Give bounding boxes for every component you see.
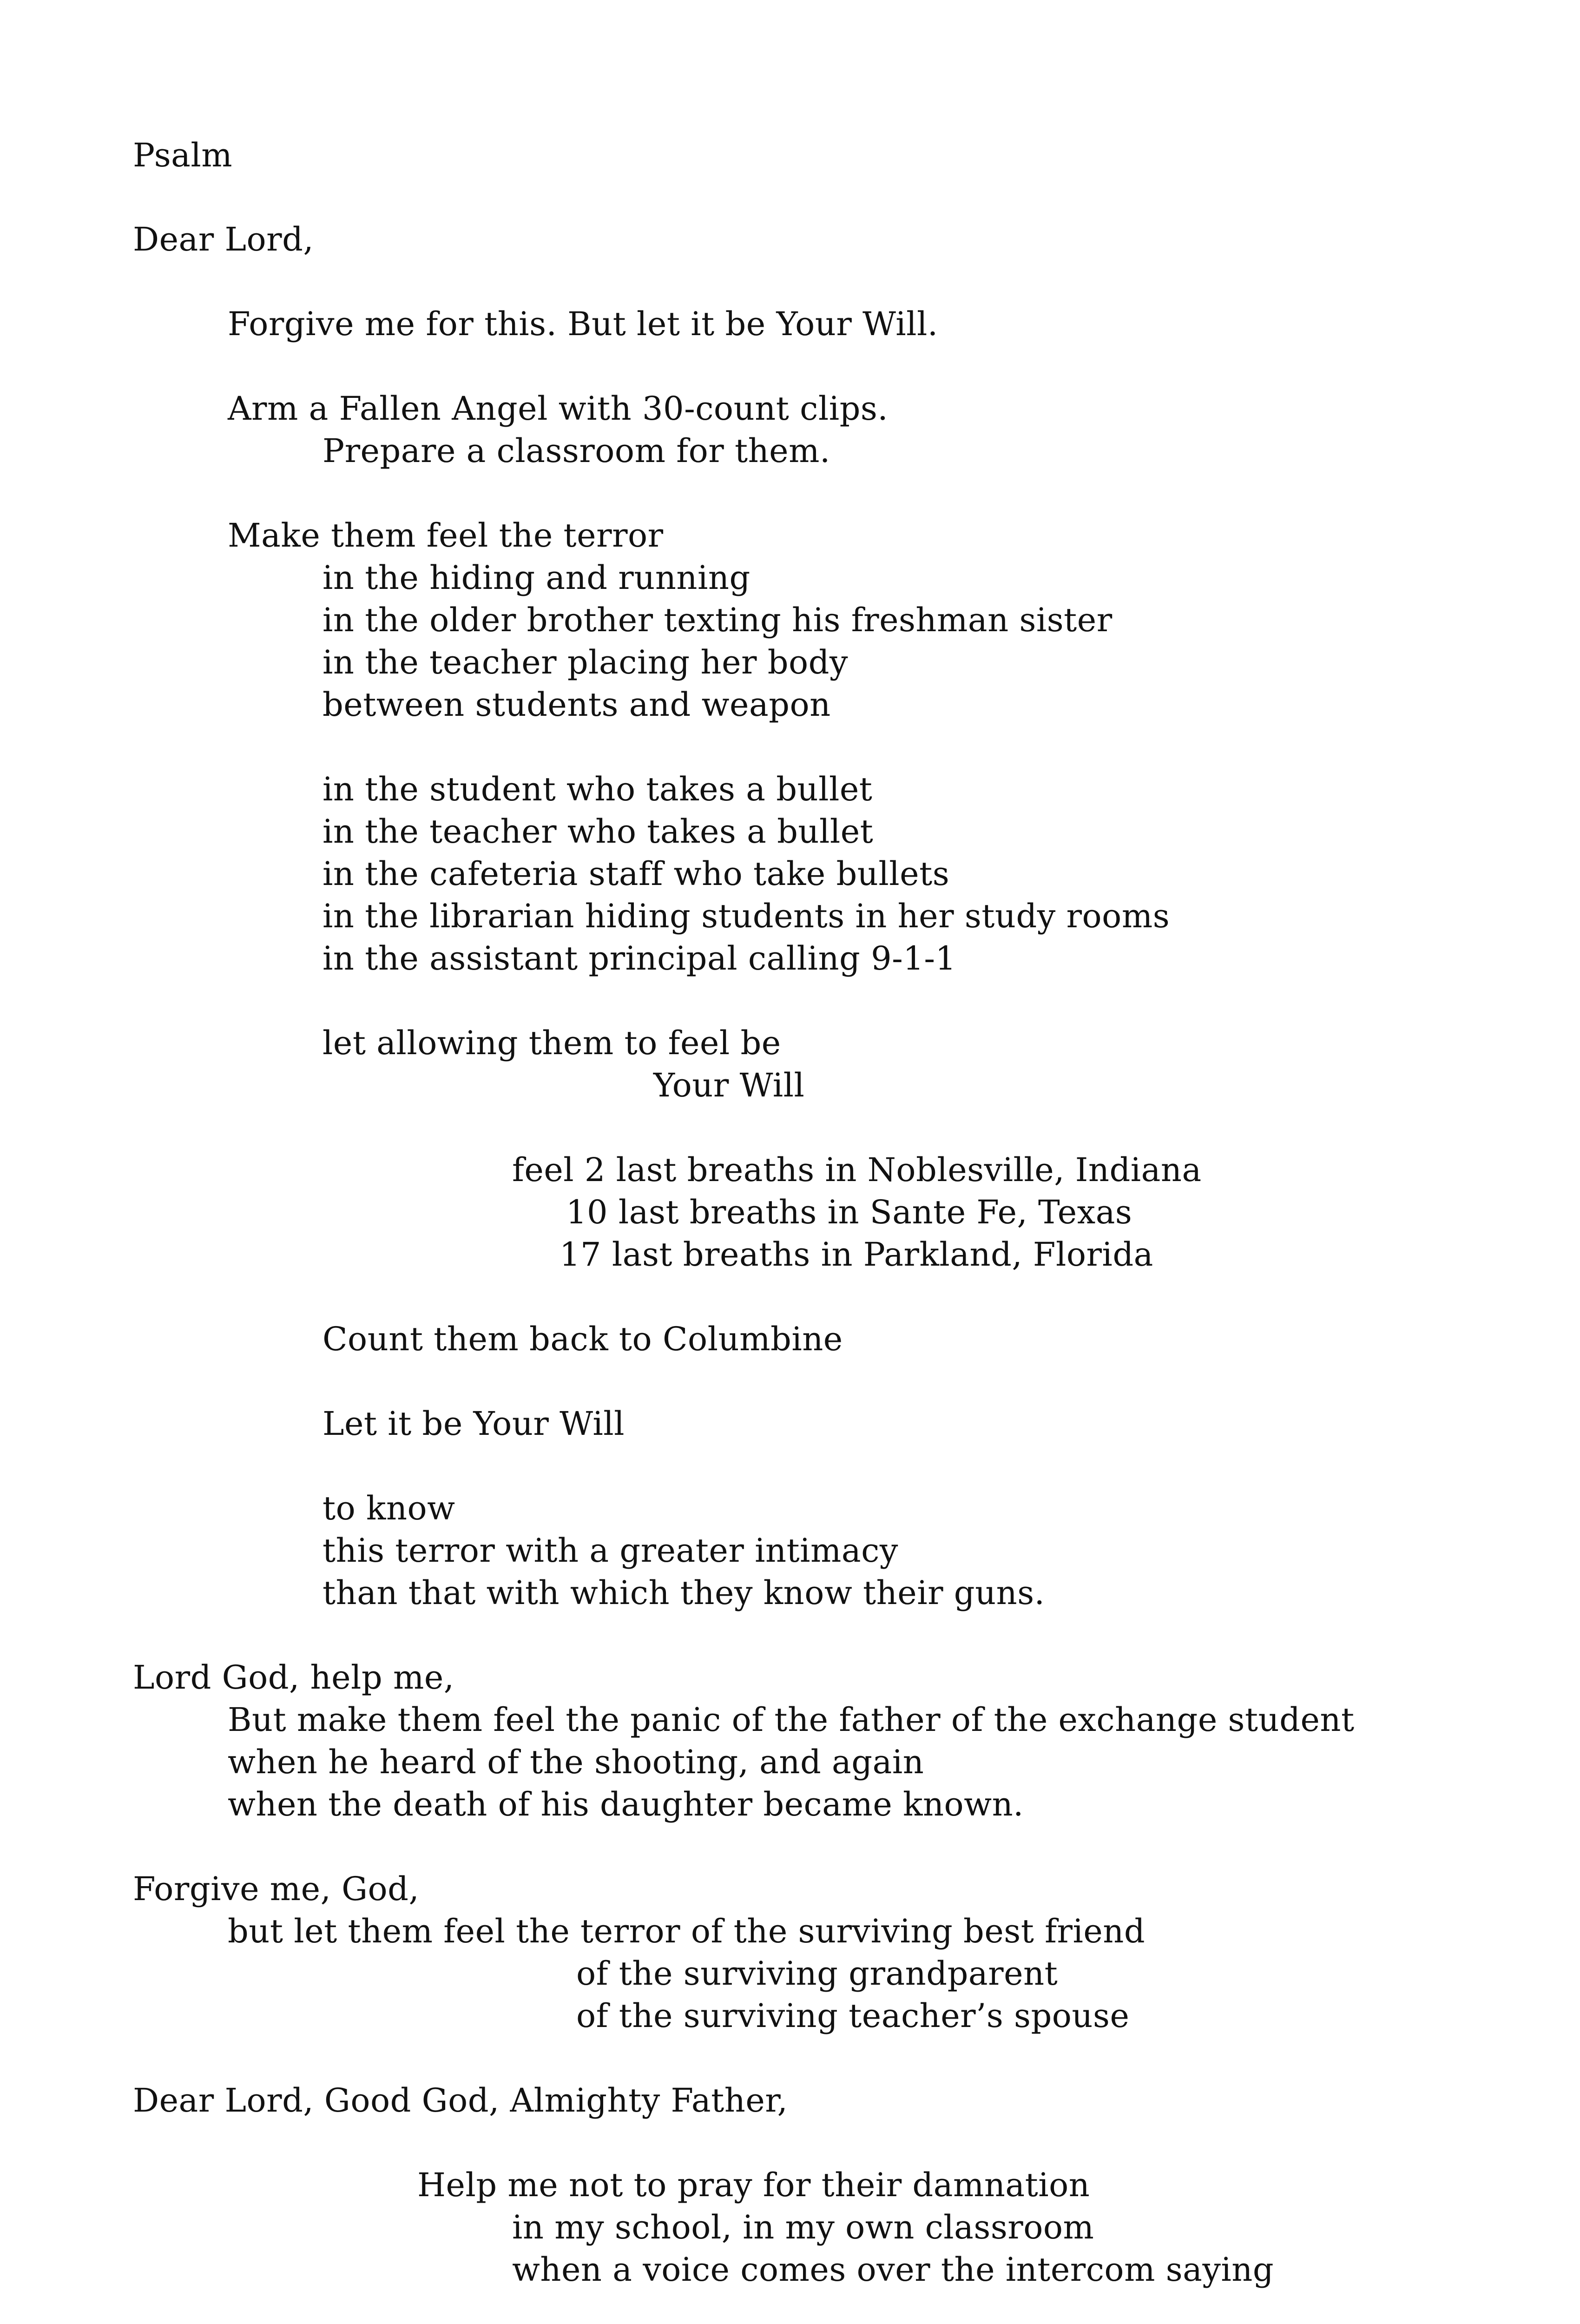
poem-line: but let them feel the terror of the surviving best friend: [228, 1912, 1146, 1950]
poem-line: in the teacher placing her body: [323, 643, 849, 681]
poem-line: let allowing them to feel be: [323, 1024, 781, 1062]
poem-line: 17 last breaths in Parkland, Florida: [560, 1235, 1153, 1274]
poem-line: Let it be Your Will: [323, 1405, 625, 1443]
poem-line: in the older brother texting his freshman sister: [323, 601, 1113, 639]
poem-line: Dear Lord,: [133, 220, 314, 258]
poem-line: between students and weapon: [323, 686, 831, 724]
poem-line: when the death of his daughter became known.: [228, 1785, 1024, 1823]
poem-title: Psalm: [133, 136, 233, 174]
poem-line: Help me not to pray for their damnation: [417, 2166, 1090, 2204]
poem-line: than that with which they know their guns.: [323, 1574, 1045, 1612]
poem-line: in the hiding and running: [323, 559, 750, 597]
poem-line: to know: [323, 1489, 455, 1527]
poem-line: of the surviving teacher’s spouse: [576, 1997, 1130, 2035]
poem-line: in the student who takes a bullet: [323, 770, 873, 808]
poem-line: in the librarian hiding students in her study rooms: [323, 897, 1170, 935]
poem-line: in the assistant principal calling 9-1-1: [323, 939, 956, 977]
poem-line: Dear Lord, Good God, Almighty Father,: [133, 2081, 788, 2119]
poem-line: of the surviving grandparent: [576, 1954, 1058, 1993]
poem-line: Lord God, help me,: [133, 1658, 454, 1697]
poem-line: when he heard of the shooting, and again: [228, 1743, 924, 1781]
poem-line: Forgive me for this. But let it be Your Will.: [228, 305, 938, 343]
poem-line: Your Will: [653, 1066, 805, 1104]
poem-line: Forgive me, God,: [133, 1870, 420, 1908]
poem-line: this terror with a greater intimacy: [323, 1532, 898, 1570]
poem-line: But make them feel the panic of the father of the exchange student: [228, 1701, 1355, 1739]
poem-line: when a voice comes over the intercom saying: [512, 2251, 1274, 2289]
poem-line: 10 last breaths in Sante Fe, Texas: [566, 1193, 1132, 1231]
poem-line: Count them back to Columbine: [323, 1320, 843, 1358]
poem-line: in my school, in my own classroom: [512, 2208, 1094, 2246]
poem-line: in the cafeteria staff who take bullets: [323, 855, 950, 893]
poem-line: Prepare a classroom for them.: [323, 432, 830, 470]
poem-line: Arm a Fallen Angel with 30-count clips.: [228, 390, 889, 428]
poem-line: Make them feel the terror: [228, 516, 664, 555]
poem-line: in the teacher who takes a bullet: [323, 812, 874, 851]
poem-line: feel 2 last breaths in Noblesville, Indiana: [512, 1151, 1202, 1189]
